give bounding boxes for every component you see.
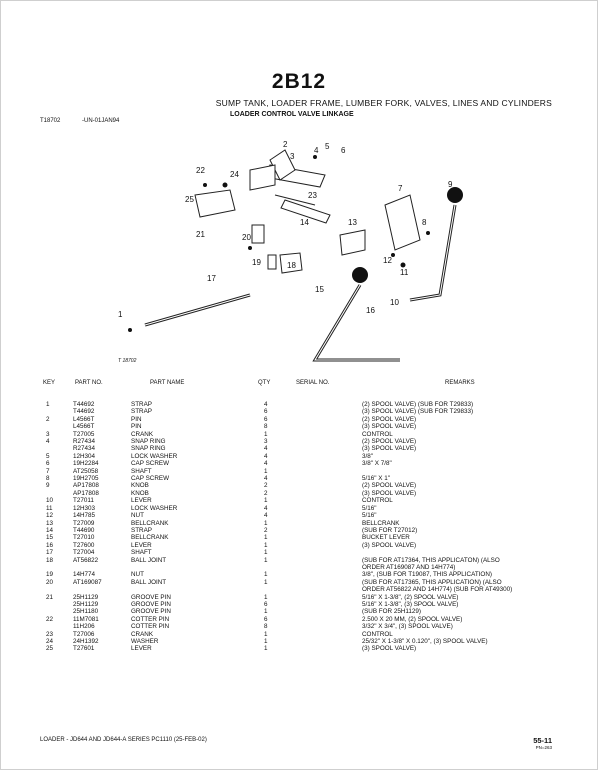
key-cell: 22 [46,615,54,623]
part-number-cell: AT25058 [73,467,99,475]
serial-number-cell [296,534,362,541]
part-name-cell: CAP SCREW [131,460,170,468]
table-row [40,601,598,608]
table-row [40,431,598,438]
part-name-cell: CRANK [131,630,154,638]
key-cell: 7 [46,467,50,475]
qty-cell: 2 [264,526,268,534]
remarks-cell: (2) SPOOL VALVE) (SUB FOR T29833) [362,401,474,408]
serial-number-cell [296,512,362,519]
table-row [40,475,598,482]
callout-19: 19 [252,258,261,267]
table-row [40,460,598,467]
serial-number-cell [296,475,362,482]
lever-10 [410,205,455,300]
remarks-cell: 3/8", (SUB FOR T19087, THIS APPLICATION) [362,571,492,579]
serial-number-cell [296,594,362,601]
key-cell: 14 [46,526,54,534]
page-subtitle: SUMP TANK, LOADER FRAME, LUMBER FORK, VALVES, LINES AND CYLINDERS [215,98,552,108]
part-name-cell [131,564,264,571]
remarks-cell: ORDER AT56822 AND 14H774) (SUB FOR AT49300) [362,586,513,594]
key-cell [40,423,73,430]
serial-number-cell [296,453,362,460]
part-name-cell: SHAFT [131,467,152,475]
callout-8: 8 [422,218,427,227]
qty-cell: 1 [264,593,268,601]
part-name-cell: STRAP [131,401,152,408]
remarks-cell: 5/16" X 1-3/8", (3) SPOOL VALVE) [362,600,459,608]
remarks-cell: (SUB FOR AT17364, THIS APPLICATON) (ALSO [362,556,500,564]
table-row [40,549,598,556]
table-row [40,497,598,504]
remarks-cell: BELLCRANK [362,519,400,527]
serial-number-cell [296,616,362,623]
header-key: KEY [43,380,56,386]
callout-3: 3 [290,152,295,161]
table-row [40,453,598,460]
part-number-cell: R27434 [73,438,96,446]
part-name-cell: SNAP RING [131,445,166,453]
part-number-cell: 25H1129 [73,593,99,601]
part-name-cell: SHAFT [131,549,152,557]
table-row [40,631,598,638]
part-number-cell: AP17808 [73,489,99,497]
remarks-cell [362,468,598,475]
key-cell: 8 [46,475,50,483]
part-name-cell: BELLCRANK [131,534,169,542]
part-number-cell: T27005 [73,430,95,438]
callout-25: 25 [185,195,194,204]
key-cell [40,445,73,452]
part-name-cell: STRAP [131,408,152,416]
serial-number-cell [296,586,362,593]
qty-cell: 3 [264,438,268,446]
remarks-cell: 3/32" X 3/4", (3) SPOOL VALVE) [362,623,453,631]
callout-7: 7 [398,184,403,193]
remarks-cell: (SUB FOR T27012) [362,526,418,534]
table-row [40,579,598,586]
remarks-cell: 3/8" X 7/8" [362,460,392,468]
key-cell: 12 [46,512,54,520]
qty-cell: 2 [264,482,268,490]
part-name-cell [131,586,264,593]
part-number-cell [73,564,131,571]
table-row [40,571,598,578]
part-name-cell: KNOB [131,482,149,490]
remarks-cell: (3) SPOOL VALVE) [362,489,417,497]
key-cell [40,586,73,593]
key-cell: 1 [46,401,50,408]
part-number-cell: T27600 [73,541,95,549]
part-number-cell: 25H1129 [73,600,99,608]
ball-joint-18 [268,255,276,269]
qty-cell: 1 [264,541,268,549]
cap-screw-6 [128,328,132,332]
remarks-cell: (3) SPOOL VALVE) [362,541,417,549]
key-cell: 17 [46,549,54,557]
remarks-cell: (2) SPOOL VALVE) [362,415,417,423]
part-name-cell: COTTER PIN [131,623,170,631]
part-name-cell: BALL JOINT [131,556,167,564]
serial-number-cell [296,527,362,534]
part-number-cell: 19H2705 [73,475,99,483]
washer-24 [223,183,228,188]
part-name-cell: BELLCRANK [131,519,169,527]
table-row [40,564,598,571]
serial-number-cell [296,445,362,452]
key-cell: 9 [46,482,50,490]
serial-number-cell [296,490,362,497]
table-row [40,542,598,549]
callout-22: 22 [196,166,205,175]
bellcrank-13 [340,230,365,255]
key-cell: 16 [46,541,54,549]
serial-number-cell [296,579,362,586]
qty-cell: 1 [264,556,268,564]
part-number-cell: 12H304 [73,452,96,460]
parts-table [40,401,598,653]
crank-25 [195,190,235,217]
part-number-cell: AT169087 [73,578,102,586]
table-row [40,445,598,452]
key-cell: 3 [46,430,50,438]
remarks-cell [362,549,598,556]
part-number-cell [73,586,131,593]
remarks-cell: 5/16" [362,504,377,512]
part-number-cell: L4566T [73,415,95,423]
remarks-cell: 25/32" X 1-3/8" X 0.120", (3) SPOOL VALVE) [362,638,488,645]
part-number-cell: 19H2284 [73,460,99,468]
table-row [40,623,598,630]
key-cell: 25 [46,645,54,653]
part-number-cell: T44692 [73,401,95,408]
figure-mark: T 18702 [118,358,137,364]
part-number-cell: T27010 [73,534,95,542]
qty-cell: 1 [264,519,268,527]
qty-cell: 6 [264,415,268,423]
remarks-cell: (SUB FOR AT17365, THIS APPLICATION) (ALSO [362,578,502,586]
serial-number-cell [296,423,362,430]
part-name-cell: CAP SCREW [131,475,170,483]
part-name-cell: NUT [131,571,144,579]
callout-13: 13 [348,218,357,227]
callout-10: 10 [390,298,399,307]
lock-washer-5 [248,246,252,250]
table-row [40,423,598,430]
part-name-cell: BALL JOINT [131,578,167,586]
remarks-cell: 2.500 X 20 MM, (2) SPOOL VALVE) [362,615,463,623]
table-row [40,490,598,497]
table-row [40,594,598,601]
key-cell: 11 [46,504,53,512]
table-row [40,527,598,534]
qty-cell: 4 [264,460,268,468]
remarks-cell: (3) SPOOL VALVE) [362,423,417,431]
qty-cell: 1 [264,430,268,438]
serial-number-cell [296,645,362,652]
part-name-cell: PIN [131,415,142,423]
part-number-cell: T44692 [73,408,95,416]
part-name-cell: SNAP RING [131,438,166,446]
part-number-cell: 11M7081 [73,615,99,623]
serial-number-cell [296,408,362,415]
callout-9: 9 [448,180,453,189]
part-name-cell: GROOVE PIN [131,608,171,616]
qty-cell: 4 [264,504,268,512]
callout-23: 23 [308,191,317,200]
serial-number-cell [296,431,362,438]
page-title: 2B12 [271,70,327,93]
header-part-name: PART NAME [150,380,185,386]
serial-number-cell [296,460,362,467]
table-row [40,616,598,623]
key-cell: 19 [46,571,54,579]
serial-number-cell [296,468,362,475]
remarks-cell: 5/16" X 1" [362,475,390,483]
part-number-cell: T27009 [73,519,95,527]
serial-number-cell [296,482,362,489]
table-row [40,505,598,512]
remarks-cell: 5/16" [362,512,377,520]
callout-21: 21 [196,230,205,239]
part-name-cell: LEVER [131,541,152,549]
qty-cell: 4 [264,445,268,453]
remarks-cell: CONTROL [362,430,393,438]
cap-screw-8 [426,231,430,235]
key-cell [40,623,73,630]
figure-date: -UN-01JAN94 [82,118,120,124]
part-name-cell: KNOB [131,489,149,497]
part-number-cell: 14H785 [73,512,96,520]
key-cell: 10 [46,497,54,505]
snap-ring-4 [313,155,317,159]
qty-cell: 8 [264,423,268,431]
callout-2: 2 [283,140,288,149]
key-cell: 13 [46,519,54,527]
part-name-cell: COTTER PIN [131,615,170,623]
footer-page-sub: PN=263 [535,745,552,750]
part-number-cell: 24H1392 [73,638,99,645]
table-row [40,520,598,527]
callout-5: 5 [325,142,330,151]
qty-cell: 2 [264,489,268,497]
key-cell: 23 [46,630,54,638]
table-row [40,468,598,475]
key-cell: 6 [46,460,50,468]
knob-9-upper [447,187,463,203]
ball-joint-20 [252,225,264,243]
remarks-cell: (2) SPOOL VALVE) [362,438,417,446]
key-cell: 2 [46,415,50,423]
serial-number-cell [296,608,362,615]
serial-number-cell [296,571,362,578]
remarks-cell: CONTROL [362,630,393,638]
key-cell [40,408,73,415]
remarks-cell: (2) SPOOL VALVE) [362,482,417,490]
serial-number-cell [296,401,362,408]
callout-20: 20 [242,233,251,242]
serial-number-cell [296,601,362,608]
table-row [40,557,598,564]
callout-15: 15 [315,285,324,294]
callout-12: 12 [383,256,392,265]
part-name-cell: NUT [131,512,144,520]
key-cell [40,608,73,615]
qty-cell: 6 [264,408,268,416]
part-name-cell: GROOVE PIN [131,593,171,601]
serial-number-cell [296,549,362,556]
table-row [40,586,598,593]
qty-cell: 1 [264,578,268,586]
part-number-cell: AP17808 [73,482,99,490]
serial-number-cell [296,438,362,445]
part-number-cell: T44690 [73,526,95,534]
part-name-cell: CRANK [131,430,154,438]
key-cell: 15 [46,534,54,542]
remarks-cell: 3/8" [362,452,373,460]
qty-cell: 1 [264,608,268,616]
qty-cell: 4 [264,512,268,520]
qty-cell: 4 [264,475,268,483]
remarks-cell: BUCKET LEVER [362,534,410,542]
part-number-cell: 25H1180 [73,608,99,616]
serial-number-cell [296,623,362,630]
header-qty: QTY [258,380,271,386]
serial-number-cell [296,520,362,527]
remarks-cell: ORDER AT169087 AND 14H774) [362,563,456,571]
qty-cell: 8 [264,623,268,631]
footer-page-number: 55-11 [533,736,552,745]
qty-cell: 1 [264,571,268,579]
callout-24: 24 [230,170,239,179]
table-row [40,438,598,445]
part-name-cell: STRAP [131,526,152,534]
key-cell: 18 [46,556,54,564]
part-name-cell: LOCK WASHER [131,504,178,512]
qty-cell: 4 [264,401,268,408]
key-cell: 4 [46,438,50,446]
table-row [40,645,598,652]
qty-cell: 1 [264,645,268,653]
remarks-cell: CONTROL [362,497,393,505]
header-part-no: PART NO. [75,380,103,386]
serial-number-cell [296,416,362,423]
part-number-cell: AT56822 [73,556,99,564]
key-cell: 21 [46,593,54,601]
remarks-cell: (3) SPOOL VALVE) (SUB FOR T29833) [362,408,474,416]
callout-11: 11 [400,268,409,277]
table-row [40,482,598,489]
header-serial-no: SERIAL NO. [296,380,330,386]
serial-number-cell [296,631,362,638]
qty-cell: 6 [264,615,268,623]
part-name-cell: PIN [131,423,142,431]
lever-16 [315,285,400,360]
qty-cell: 1 [264,549,268,557]
part-name-cell: LEVER [131,497,152,505]
table-row [40,638,598,645]
figure-reference: T18702 [40,118,61,124]
callout-1: 1 [118,310,123,319]
part-number-cell: 11H206 [73,623,95,631]
remarks-cell: (3) SPOOL VALVE) [362,645,417,653]
part-number-cell: T27004 [73,549,95,557]
nut-12 [401,263,406,268]
table-row [40,534,598,541]
qty-cell: 4 [264,452,268,460]
callout-16: 16 [366,306,375,315]
callout-17: 17 [207,274,216,283]
part-name-cell: LEVER [131,645,152,653]
serial-number-cell [296,638,362,645]
section-title: LOADER CONTROL VALVE LINKAGE [230,111,354,118]
key-cell [40,564,73,571]
bracket-7 [385,195,420,250]
qty-cell: 1 [264,534,268,542]
remarks-cell: 5/16" X 1-3/8", (2) SPOOL VALVE) [362,593,459,601]
callout-6: 6 [341,146,346,155]
part-number-cell: 14H774 [73,571,96,579]
header-remarks: REMARKS [445,380,475,386]
key-cell [40,601,73,608]
qty-cell: 6 [264,600,268,608]
footer-catalog-info: LOADER - JD644 AND JD644-A SERIES PC1110 (25-FEB-02) [40,737,207,743]
serial-number-cell [296,542,362,549]
part-number-cell: T27601 [73,645,95,653]
serial-number-cell [296,497,362,504]
part-number-cell: T27006 [73,630,95,638]
key-cell: 24 [46,638,54,645]
table-row [40,608,598,615]
callout-14: 14 [300,218,309,227]
part-name-cell: GROOVE PIN [131,600,171,608]
qty-cell: 1 [264,638,268,645]
table-row [40,512,598,519]
part-name-cell: WASHER [131,638,159,645]
qty-cell [264,564,296,571]
key-cell [40,490,73,497]
part-number-cell: 12H303 [73,504,96,512]
knob-9-lower [352,267,368,283]
serial-number-cell [296,564,362,571]
qty-cell: 1 [264,467,268,475]
qty-cell: 1 [264,630,268,638]
serial-number-cell [296,557,362,564]
qty-cell [264,586,296,593]
key-cell: 5 [46,452,50,460]
part-number-cell: T27011 [73,497,94,505]
exploded-parts-illustration [110,125,510,375]
cotter-pin-22 [203,183,207,187]
table-row [40,416,598,423]
callout-18: 18 [287,261,296,270]
part-number-cell: R27434 [73,445,96,453]
serial-number-cell [296,505,362,512]
part-name-cell: LOCK WASHER [131,452,178,460]
key-cell: 20 [46,578,54,586]
remarks-cell: (SUB FOR 25H1129) [362,608,422,616]
table-row [40,401,598,408]
crank-left [250,165,275,190]
remarks-cell: (3) SPOOL VALVE) [362,445,417,453]
part-number-cell: L4566T [73,423,95,431]
table-row [40,408,598,415]
callout-4: 4 [314,146,319,155]
qty-cell: 1 [264,497,268,505]
